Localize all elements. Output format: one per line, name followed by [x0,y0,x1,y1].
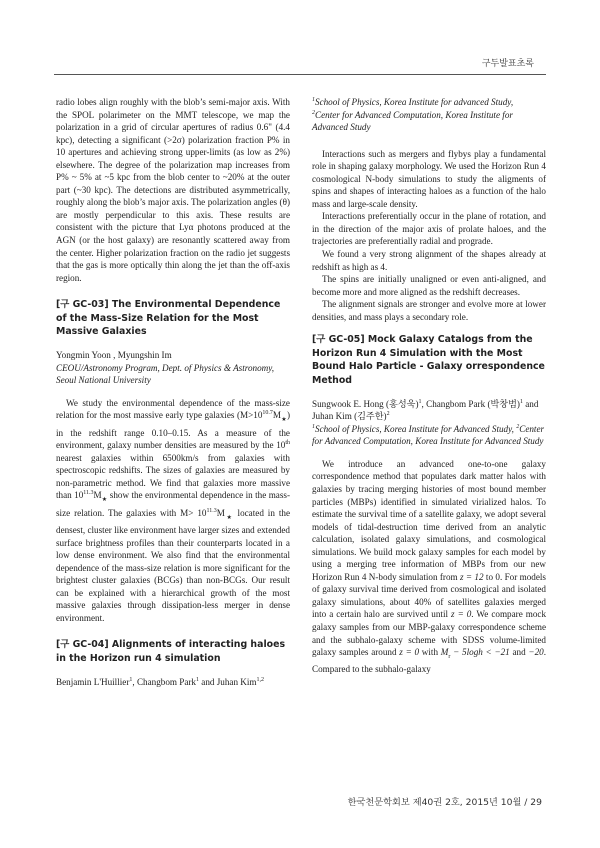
gc03-affiliation: CEOU/Astronomy Program, Dept. of Physics & Astronomy, Seoul National University [56,362,275,386]
right-column [312,96,546,676]
section-header-label: 구두발표초록 [481,59,534,69]
gc04-abstract-p4: The spins are initially unaligned or even anti-aligned, and become more and more aligned as the redshift decreases. [312,274,546,297]
header-rule [54,74,546,75]
gc04-abstract-p3: We found a very strong alignment of the shapes already at redshift as high as 4. [312,249,546,272]
gc05-authors: Sungwook E. Hong (홍성욱)$^1$, Changbom Park (박창범)$^1$ and Juhan Kim (김주한)$^2$ [312,398,539,422]
gc04-affiliation-2: $^2$Center for Advanced Computation, Korea Institute for Advanced Study [312,109,513,133]
gc04-abstract-p2: Interactions preferentially occur in the plane of rotation, and in the direction of the major axis of prolate haloes, and the trajectories are preferentially radial and prograde. [312,211,546,247]
gc05-affiliation: $^1$School of Physics, Korea Institute for Advanced Study, $^2$Center for Advanced Computation, Korea Institute for Advanced Study [312,423,545,447]
gc05-abstract: We introduce an advanced one-to-one galaxy correspondence method that populates dark matter halos with galaxies by tracing merging histories of most bound member particles (MBPs) identified in simulated virialized halos. To estimate the survival time of a satellite galaxy, we adopt several models of tidal-destruction time derived from an analytic calculation, isolated galaxy simulations, and cosmological simulations. We build mock galaxy samples for each model by using a merging tree information of MBPs from our new Horizon Run 4 N-body simulation from z = 12 to 0. For models of galaxy survival time derived from cosmological and isolated galaxy simulations, about 40% of satellites galaxies merged into a certain halo are survived until z = 0. We compare mock galaxy samples from our MBP-galaxy correspondence scheme and the subhalo-galaxy scheme with SDSS volume-limited galaxy samples around z = 0 with $M_r - 5\log h < -21$ and −20. Compared to the subhalo-galaxy [312,458,547,675]
gc05-title: [구 GC-05] Mock Galaxy Catalogs from the Horizon Run 4 Simulation with the Most Bound Halo Particle - Galaxy orrespondence Method [312,334,545,387]
left-column [56,96,290,688]
gc03-abstract: We study the environmental dependence of the mass-size relation for the most massive early type galaxies $(M>10^{10.7}M_★)$ in the redshift range 0.10–0.15. As a measure of the environment, galaxy number densities are measured by the 10th nearest galaxies within 6500km/s from galaxies with spectroscopic redshifts. The sizes of galaxies are measured by non-parametric method. We find that galaxies more massive than $10^{11.3}M_★$ show the environmental dependence in the mass-size relation. The galaxies with $M> 10^{11.3}M_★$ located in the densest, cluster like environment have larger sizes and extended surface brightness profiles than their counterparts located in a low dense environment. We also find that the environmental dependence of the mass-size relation is more significant for the brightest cluster galaxies (BCGs) than non-BCGs. Our result can be explained with a hierarchical growth of the most massive galaxies through dissipation-less merger in dense environment. [56,397,291,623]
gc04-affiliation-1: $^1$School of Physics, Korea Institute for advanced Study, [312,96,514,107]
intro-paragraph: radio lobes align roughly with the blob’s semi-major axis. With the SPOL polarimeter on the MMT telescope, we map the polarization in a grid of circular apertures of radius 0.6" (4.4 kpc), detecting a significant (>2σ) polarization fraction P% in 10 apertures and achieving strong upper-limits (as low as 2%) elsewhere. The degree of the polarization map increases from P% ~ 5% at ~5 kpc from the blob center to ~20% at the outer part (~30 kpc). The detections are distributed asymmetrically, roughly along the blob’s major axis. The polarization angles (θ) are mostly perpendicular to this axis. These results are consistent with the picture that Lyα photons produced at the AGN (or the host galaxy) are resonantly scattered away from the center. Higher polarization fraction on the radio jet suggests that the gas is more optically thin along the jet than the off-axis region. [56,97,290,283]
gc04-title: [구 GC-04] Alignments of interacting haloes in the Horizon run 4 simulation [56,639,286,664]
gc03-authors: Yongmin Yoon , Myungshin Im [56,349,172,360]
gc04-abstract-p5: The alignment signals are stronger and evolve more at lower densities, and mass plays a secondary role. [312,299,546,322]
page-footer: 한국천문학회보 제40권 2호, 2015년 10월 / 29 [347,797,542,808]
gc03-title: [구 GC-03] The Environmental Dependence of the Mass-Size Relation for the Most Massive Galaxies [56,299,281,338]
gc04-abstract-p1: Interactions such as mergers and flybys play a fundamental role in shaping galaxy morphology. We used the Horizon Run 4 cosmological N-body simulations to study the aligments of spins and shapes of interacting haloes as a function of the halo mass and large-scale density. [312,148,546,209]
gc04-authors: Benjamin L'Huillier$^1$, Changbom Park$^1$ and Juhan Kim$^{1,2}$ [56,676,265,687]
